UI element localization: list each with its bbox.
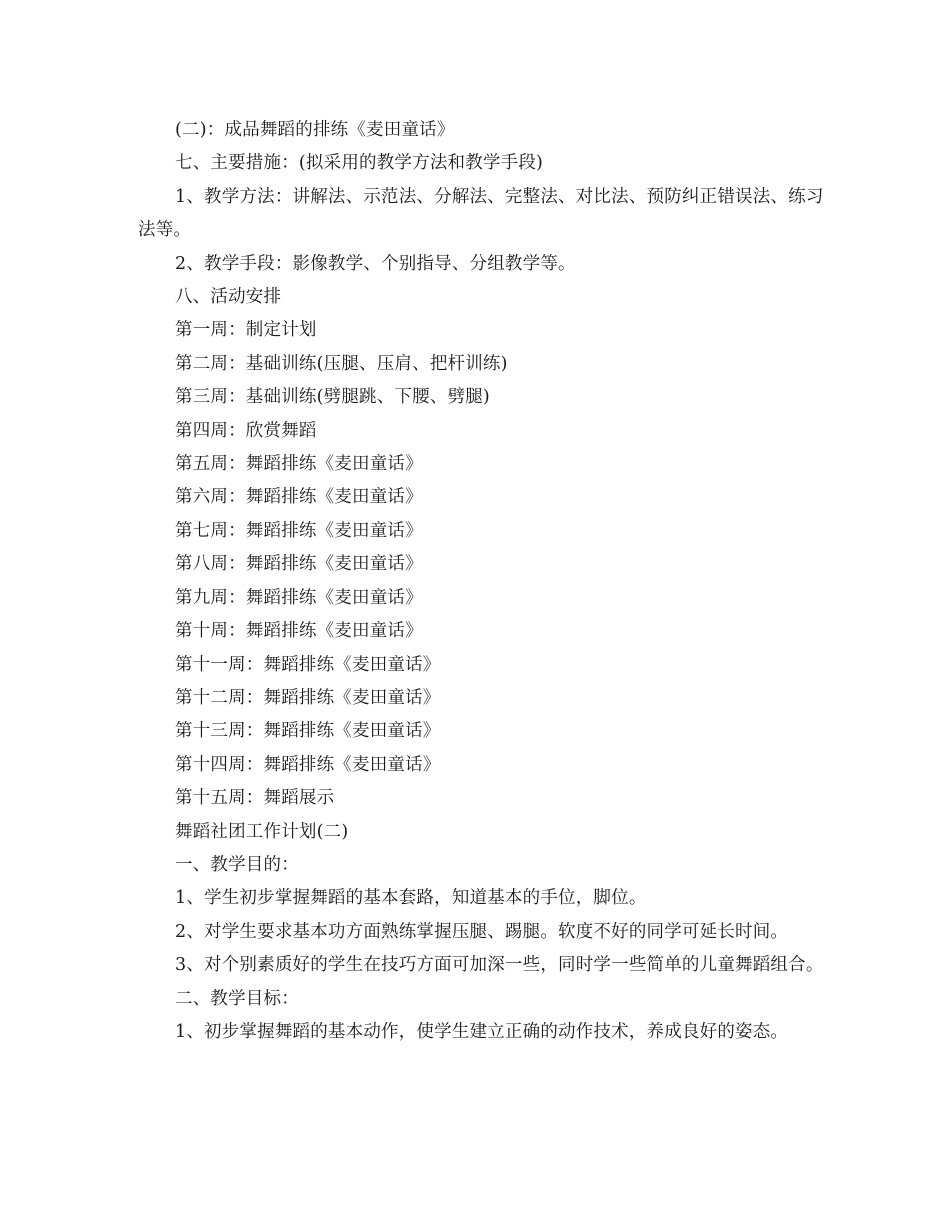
schedule-week-item: 第七周：舞蹈排练《麦田童话》 — [175, 520, 423, 541]
paragraph-section-heading: 二、教学目标： — [175, 988, 299, 1009]
schedule-week-item: 第十四周：舞蹈排练《麦田童话》 — [175, 754, 441, 775]
schedule-week-item: 第八周：舞蹈排练《麦田童话》 — [175, 554, 423, 575]
document-subtitle: 舞蹈社团工作计划(二) — [175, 821, 349, 842]
schedule-week-item: 第四周：欣赏舞蹈 — [175, 420, 317, 441]
paragraph-goal-item: 1、学生初步掌握舞蹈的基本套路，知道基本的手位，脚位。 — [175, 888, 647, 909]
paragraph-teaching-methods: 1、教学方法：讲解法、示范法、分解法、完整法、对比法、预防纠正错误法、练习法等。 — [138, 186, 824, 241]
paragraph-teaching-item: (二)：成品舞蹈的排练《麦田童话》 — [175, 120, 455, 140]
paragraph-goal-item: 1、初步掌握舞蹈的基本动作，使学生建立正确的动作技术，养成良好的姿态。 — [175, 1021, 789, 1042]
schedule-week-item: 第二周：基础训练(压腿、压肩、把杆训练) — [175, 353, 508, 374]
schedule-week-item: 第九周：舞蹈排练《麦田童话》 — [175, 587, 423, 608]
schedule-week-item: 第十三周：舞蹈排练《麦田童话》 — [175, 721, 441, 742]
schedule-week-item: 第十二周：舞蹈排练《麦田童话》 — [175, 687, 441, 708]
paragraph-goal-item: 2、对学生要求基本功方面熟练掌握压腿、踢腿。软度不好的同学可延长时间。 — [175, 921, 789, 942]
document-body — [138, 114, 828, 1049]
schedule-week-item: 第十五周：舞蹈展示 — [175, 788, 335, 809]
schedule-week-item: 第三周：基础训练(劈腿跳、下腰、劈腿) — [175, 387, 490, 408]
paragraph-goal-item: 3、对个别素质好的学生在技巧方面可加深一些，同时学一些简单的儿童舞蹈组合。 — [175, 955, 824, 976]
paragraph-section-heading: 一、教学目的： — [175, 854, 299, 875]
schedule-week-item: 第五周：舞蹈排练《麦田童话》 — [175, 454, 423, 475]
schedule-week-item: 第六周：舞蹈排练《麦田童话》 — [175, 487, 423, 508]
schedule-week-item: 第十一周：舞蹈排练《麦田童话》 — [175, 654, 441, 675]
schedule-week-item: 第一周：制定计划 — [175, 320, 317, 341]
paragraph-section-heading: 七、主要措施：(拟采用的教学方法和教学手段) — [175, 153, 544, 174]
paragraph-section-heading: 八、活动安排 — [175, 287, 282, 308]
schedule-week-item: 第十周：舞蹈排练《麦田童话》 — [175, 621, 423, 642]
paragraph-teaching-means: 2、教学手段：影像教学、个别指导、分组教学等。 — [175, 253, 576, 274]
